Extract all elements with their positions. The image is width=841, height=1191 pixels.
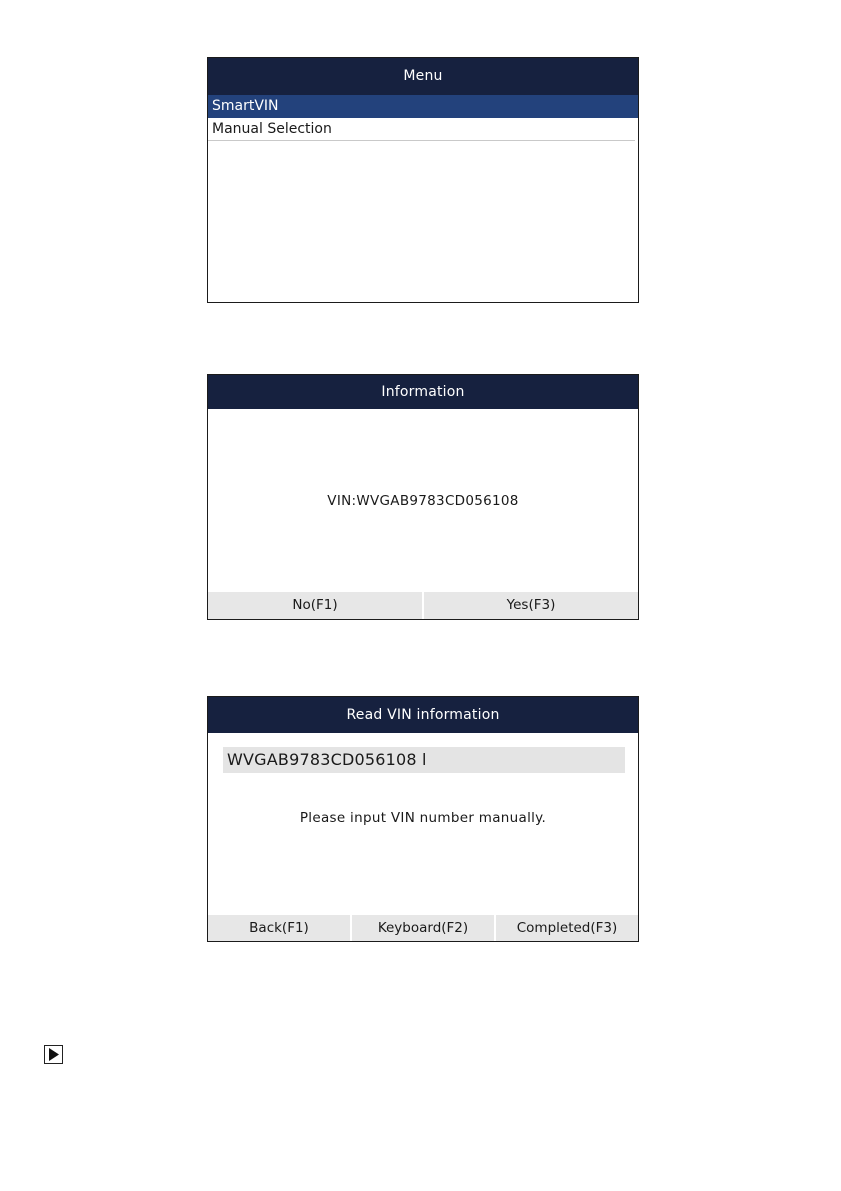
no-button[interactable]: No(F1) [208, 592, 424, 619]
read-vin-screen [207, 696, 639, 942]
play-triangle-icon [44, 1045, 63, 1064]
information-title: Information [208, 375, 638, 409]
menu-item-smartvin[interactable]: SmartVIN [208, 95, 638, 118]
menu-item-manual-selection[interactable]: Manual Selection [208, 118, 635, 141]
back-button[interactable]: Back(F1) [208, 915, 352, 941]
completed-button[interactable]: Completed(F3) [516, 920, 618, 936]
read-vin-title: Read VIN information [208, 697, 638, 733]
yes-button[interactable]: Yes(F3) [506, 597, 556, 613]
menu-list [208, 95, 638, 141]
vin-message: VIN:WVGAB9783CD056108 [327, 492, 519, 509]
information-button-bar [208, 592, 638, 619]
information-body [208, 409, 638, 592]
information-screen [207, 374, 639, 620]
keyboard-button[interactable]: Keyboard(F2) [352, 915, 496, 941]
vin-input[interactable]: WVGAB9783CD056108 l [223, 747, 625, 773]
menu-screen [207, 57, 639, 303]
read-vin-button-bar [208, 915, 638, 941]
vin-hint: Please input VIN number manually. [299, 810, 547, 826]
menu-title: Menu [208, 58, 638, 95]
